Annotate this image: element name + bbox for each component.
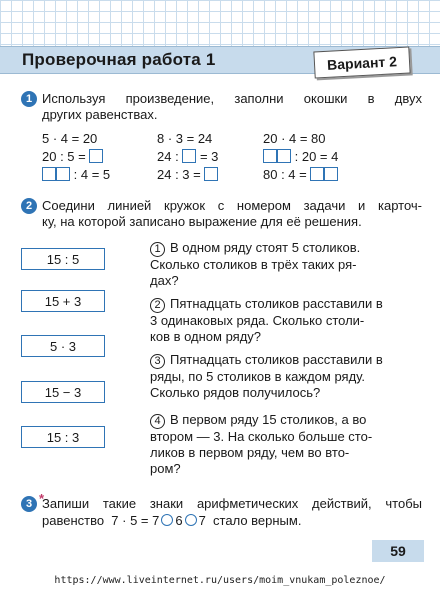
answer-box[interactable] [42,167,56,181]
answer-box[interactable] [89,149,103,163]
task1-text-line2: других равенствах. [42,107,158,122]
answer-box[interactable] [324,167,338,181]
equation: 20 · 4 = 80 [263,131,326,146]
expression-card[interactable]: 15 : 5 [21,248,105,270]
equation: 5 · 4 = 20 [42,131,98,146]
task2-text-line1: Соедини линией кружок с номером задачи и карточ- [42,198,422,213]
expression-card[interactable]: 15 : 3 [21,426,105,448]
task3-equation: равенство 7 · 5 = 7 6 7 стало верным. [42,513,302,528]
operator-circle[interactable] [161,514,173,526]
answer-box[interactable] [263,149,277,163]
page-number: 59 [372,540,424,562]
problem-item: 4 В первом ряду 15 столиков, а во втором — 3. На сколько больше сто- ликов в первом ряду, чем во вто- ром? [150,412,373,476]
expression-card[interactable]: 5 · 3 [21,335,105,357]
problem-number-circle[interactable]: 2 [150,298,165,313]
task3-text-line1: Запиши такие знаки арифметических действий, чтобы [42,496,422,511]
expression-card[interactable]: 15 − 3 [21,381,105,403]
answer-box[interactable] [204,167,218,181]
problem-number-circle[interactable]: 3 [150,354,165,369]
answer-box[interactable] [310,167,324,181]
task-number-badge: 3 * [21,496,37,512]
problem-item: 2 Пятнадцать столиков расставили в 3 одинаковых ряда. Сколько столи- ков в одном ряду? [150,296,383,344]
problem-number-circle[interactable]: 1 [150,242,165,257]
expression-card[interactable]: 15 + 3 [21,290,105,312]
variant-label: Вариант 2 [313,47,410,79]
operator-circle[interactable] [185,514,197,526]
answer-box[interactable] [277,149,291,163]
equation: 80 : 4 = [263,167,338,183]
grid-background [0,0,440,48]
answer-box[interactable] [56,167,70,181]
equation: 20 : 5 = [42,149,103,165]
problem-number-circle[interactable]: 4 [150,414,165,429]
answer-box[interactable] [182,149,196,163]
task2-text-line2: ку, на которой записано выражение для её решения. [42,214,362,229]
page-title: Проверочная работа 1 [22,50,216,69]
problem-item: 3 Пятнадцать столиков расставили в ряды, по 5 столиков в каждом ряду. Сколько рядов получилось? [150,352,383,400]
task-number-badge: 1 [21,91,37,107]
equation: 8 · 3 = 24 [157,131,213,146]
equation: 24 : 3 = [157,167,218,183]
problem-item: 1 В одном ряду стоят 5 столиков. Сколько столиков в трёх таких ря- дах? [150,240,361,288]
equation: : 20 = 4 [263,149,338,165]
equation: : 4 = 5 [42,167,110,183]
task1-text-line1: Используя произведение, заполни окошки в двух [42,91,422,106]
equation: 24 : = 3 [157,149,219,164]
task-number-badge: 2 [21,198,37,214]
source-url[interactable]: https://www.liveinternet.ru/users/moim_vnukam_poleznoe/ [0,575,440,586]
